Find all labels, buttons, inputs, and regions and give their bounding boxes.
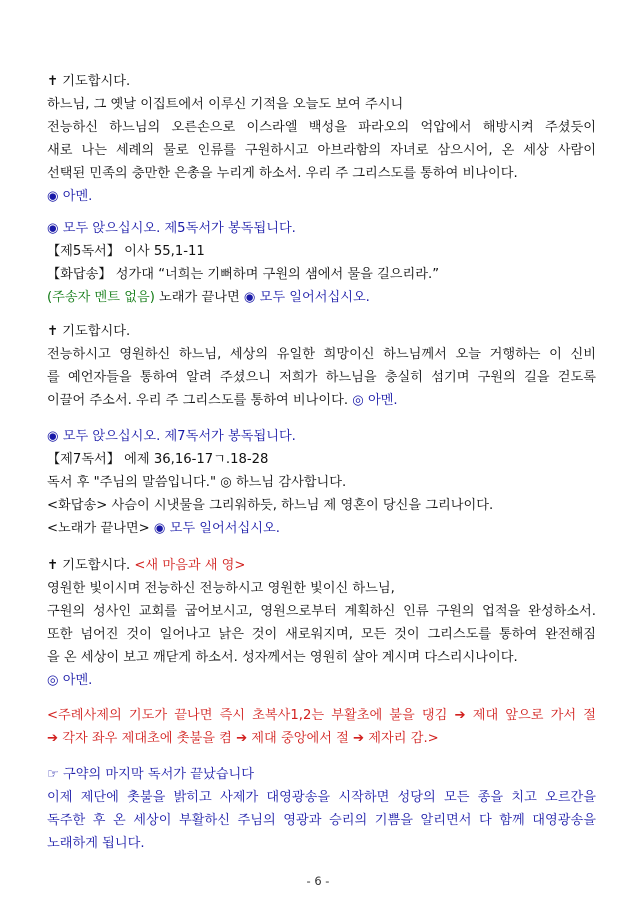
reading-label: 【제5독서】 — [47, 244, 120, 259]
prayer-line: 새로 나는 세례의 물로 인류를 구원하시고 아브라함의 자녀로 삼으시어, 온 세상 사람이 — [47, 143, 596, 158]
stand-announcement: ◉ 모두 일어서십시오. — [243, 290, 370, 305]
psalm-line — [47, 266, 596, 284]
reading-reference: 에제 36,16-17ㄱ.18-28 — [119, 452, 269, 467]
reading-line — [47, 243, 596, 261]
amen-response: ◎ 아멘. — [352, 393, 398, 408]
section-note-line: 노래하게 됩니다. — [47, 836, 145, 851]
song-end-text: 노래가 끝나면 — [154, 290, 244, 305]
prayer-header-1: ✝ 기도합시다. — [47, 74, 131, 89]
prayer-line: 를 예언자들을 통하여 알려 주셨으니 저희가 하느님을 충실히 섬기며 구원의 길을 걷도록 — [47, 370, 596, 385]
prayer-line: 이끌어 주소서. 우리 주 그리스도를 통하여 비나이다. ◎ 아멘. — [47, 393, 398, 408]
song-end-line — [47, 520, 596, 538]
sit-announcement: ◉ 모두 앉으십시오. 제7독서가 봉독됩니다. — [47, 429, 296, 444]
prayer-line: 구원의 성사인 교회를 굽어보시고, 영원으로부터 계획하신 인류 구원의 업적을 완성하소서. — [47, 604, 596, 619]
after-reading-line: 독서 후 "주님의 말씀입니다." ◎ 하느님 감사합니다. — [47, 475, 347, 490]
prayer-header-3: ✝ 기도합시다. <새 마음과 새 영> — [47, 558, 246, 573]
cross-icon: ✝ — [47, 74, 59, 89]
section-note-line: 독주한 후 온 세상이 부활하신 주님의 영광과 승리의 기쁨을 알리면서 다 함께 대영광송을 — [47, 813, 596, 828]
prayer-line: 또한 넘어진 것이 일어나고 낡은 것이 새로워지며, 모든 것이 그리스도를 통하여 완전해짐 — [47, 627, 596, 642]
prayer-line: 을 온 세상이 보고 깨닫게 하소서. 성자께서는 영원히 살아 계시며 다스리시나이다. — [47, 650, 518, 665]
prayer-line: 선택된 민족의 충만한 은총을 누리게 하소서. 우리 주 그리스도를 통하여 비나이다. — [47, 166, 518, 181]
stand-announcement: ◉ 모두 일어서십시오. — [153, 521, 280, 536]
rubric-line: ➔ 각자 좌우 제대초에 촛불을 켬 ➔ 제대 중앙에서 절 ➔ 제자리 감.> — [47, 731, 439, 746]
psalm-line: <화답송> 사슴이 시냇물을 그리워하듯, 하느님 제 영혼이 당신을 그리나이다. — [47, 498, 494, 513]
amen-response: ◉ 아멘. — [47, 189, 93, 204]
page-number: - 6 - — [306, 874, 330, 888]
cross-icon: ✝ — [47, 558, 59, 573]
sit-announcement: ◉ 모두 앉으십시오. 제5독서가 봉독됩니다. — [47, 221, 296, 236]
section-note-line: 이제 제단에 촛불을 밝히고 사제가 대영광송을 시작하면 성당의 모든 종을 치고 오르간을 — [47, 790, 596, 805]
psalm-text: 성가대 “너희는 기뻐하며 구원의 샘에서 물을 길으리라.” — [111, 267, 440, 282]
rubric-line: <주례사제의 기도가 끝나면 즉시 초복사1,2는 부활초에 불을 댕김 ➔ 제대 앞으로 가서 절 — [47, 708, 596, 723]
cross-icon: ✝ — [47, 324, 59, 339]
section-note-header: ☞ 구약의 마지막 독서가 끝났습니다 — [47, 767, 254, 782]
prayer-header-2: ✝ 기도합시다. — [47, 324, 131, 339]
amen-response: ◎ 아멘. — [47, 673, 93, 688]
reading-line — [47, 451, 596, 469]
prayer-subtitle: <새 마음과 새 영> — [134, 558, 246, 573]
reading-label: 【제7독서】 — [47, 452, 120, 467]
prayer-line: 하느님, 그 옛날 이집트에서 이루신 기적을 오늘도 보여 주시니 — [47, 97, 404, 112]
psalm-label: 【화답송】 — [47, 267, 112, 282]
prayer-line: 전능하시고 영원하신 하느님, 세상의 유일한 희망이신 하느님께서 오늘 거행하는 이 신비 — [47, 347, 596, 362]
cantor-note: (주송자 멘트 없음) — [47, 290, 155, 305]
prayer-line: 전능하신 하느님의 오른손으로 이스라엘 백성을 파라오의 억압에서 해방시켜 주셨듯이 — [47, 120, 596, 135]
reading-reference: 이사 55,1-11 — [119, 244, 205, 259]
song-end-text: <노래가 끝나면> — [47, 521, 154, 536]
song-end-line — [47, 289, 596, 307]
prayer-line: 영원한 빛이시며 전능하신 전능하시고 영원한 빛이신 하느님, — [47, 581, 395, 596]
